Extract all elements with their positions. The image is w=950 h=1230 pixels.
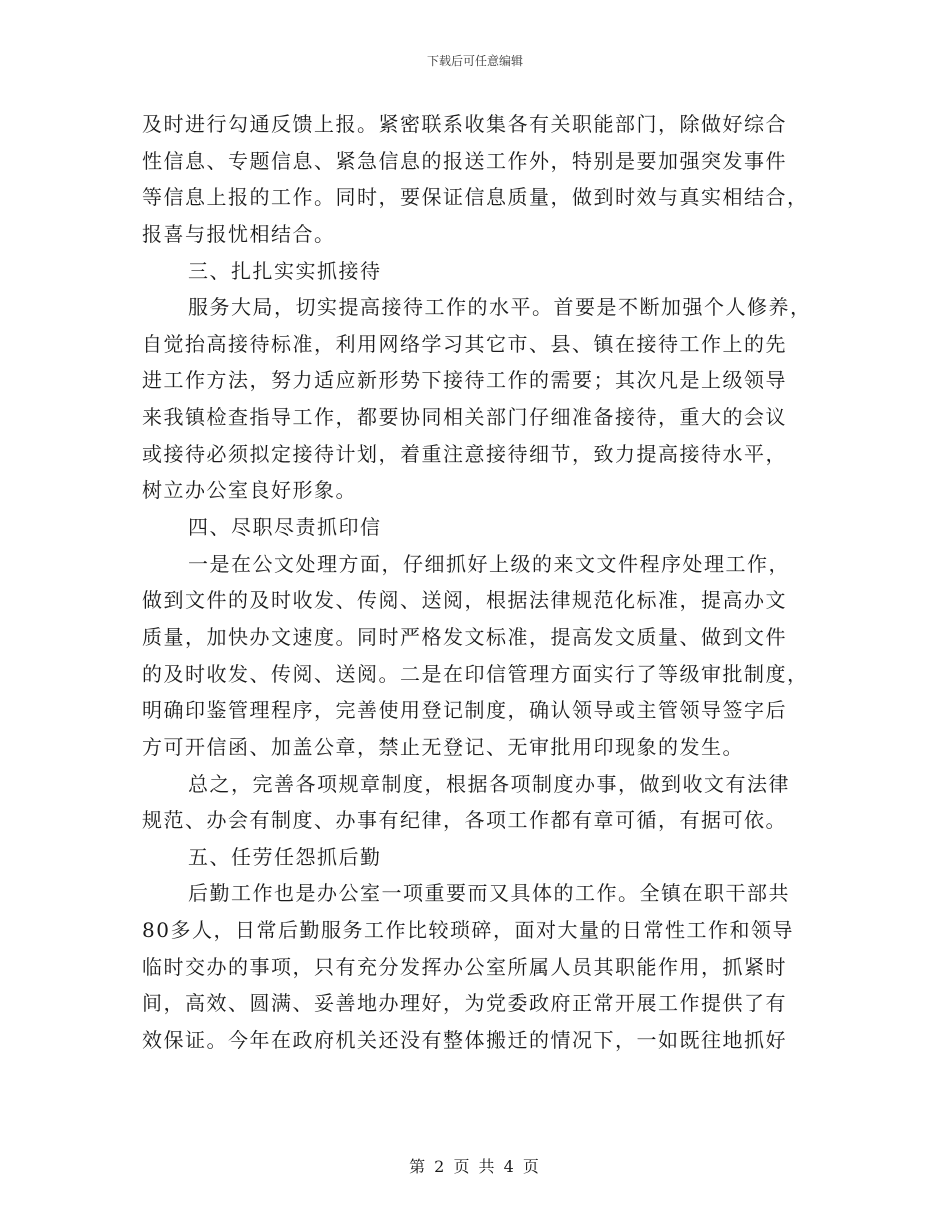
text-line: 后勤工作也是办公室一项重要而又具体的工作。全镇在职干部共: [188, 881, 790, 906]
text-line: 进工作方法，努力适应新形势下接待工作的需要；其次凡是上级领导: [142, 368, 787, 393]
section-heading: 五、任劳任怨抓后勤: [188, 844, 382, 869]
document-body: [142, 106, 812, 1059]
text-line: 服务大局，切实提高接待工作的水平。首要是不断加强个人修养，: [188, 295, 812, 320]
text-line: 间，高效、圆满、妥善地办理好，为党委政府正常开展工作提供了有: [142, 991, 787, 1016]
section-heading: 四、尽职尽责抓印信: [188, 515, 382, 540]
text-line: 方可开信函、加盖公章，禁止无登记、无审批用印现象的发生。: [142, 734, 744, 759]
text-line: 性信息、专题信息、紧急信息的报送工作外，特别是要加强突发事件: [142, 148, 787, 173]
text-line: 等信息上报的工作。同时，要保证信息质量，做到时效与真实相结合，: [142, 185, 809, 210]
text-line: 质量，加快办文速度。同时严格发文标准，提高发文质量、做到文件: [142, 624, 787, 649]
text-line: 做到文件的及时收发、传阅、送阅，根据法律规范化标准，提高办文: [142, 588, 787, 613]
text-line: 自觉抬高接待标准，利用网络学习其它市、县、镇在接待工作上的先: [142, 331, 787, 356]
text-line: 报喜与报忧相结合。: [142, 221, 336, 246]
page-header-note: 下载后可任意编辑: [426, 54, 523, 68]
text-line: 80多人，日常后勤服务工作比较琐碎，面对大量的日常性工作和领导: [142, 918, 794, 943]
text-line: 临时交办的事项，只有充分发挥办公室所属人员其职能作用，抓紧时: [142, 954, 787, 979]
text-line: 及时进行勾通反馈上报。紧密联系收集各有关职能部门，除做好综合: [142, 112, 787, 136]
text-line: 或接待必须拟定接待计划，着重注意接待细节，致力提高接待水平，: [142, 441, 787, 466]
text-line: 的及时收发、传阅、送阅。二是在印信管理方面实行了等级审批制度，: [142, 661, 809, 686]
text-line: 总之，完善各项规章制度，根据各项制度办事，做到收文有法律: [188, 771, 790, 796]
text-line: 效保证。今年在政府机关还没有整体搬迁的情况下，一如既往地抓好: [142, 1028, 787, 1053]
section-heading: 三、扎扎实实抓接待: [188, 258, 382, 283]
text-line: 一是在公文处理方面，仔细抓好上级的来文文件程序处理工作，: [188, 551, 790, 576]
text-line: 树立办公室良好形象。: [142, 478, 357, 503]
text-line: 来我镇检查指导工作，都要协同相关部门仔细准备接待，重大的会议: [142, 405, 787, 430]
text-line: 规范、办会有制度、办事有纪律，各项工作都有章可循，有据可依。: [142, 808, 787, 833]
page-number: 第 2 页 共 4 页: [409, 1157, 541, 1176]
text-line: 明确印鉴管理程序，完善使用登记制度，确认领导或主管领导签字后: [142, 698, 787, 723]
